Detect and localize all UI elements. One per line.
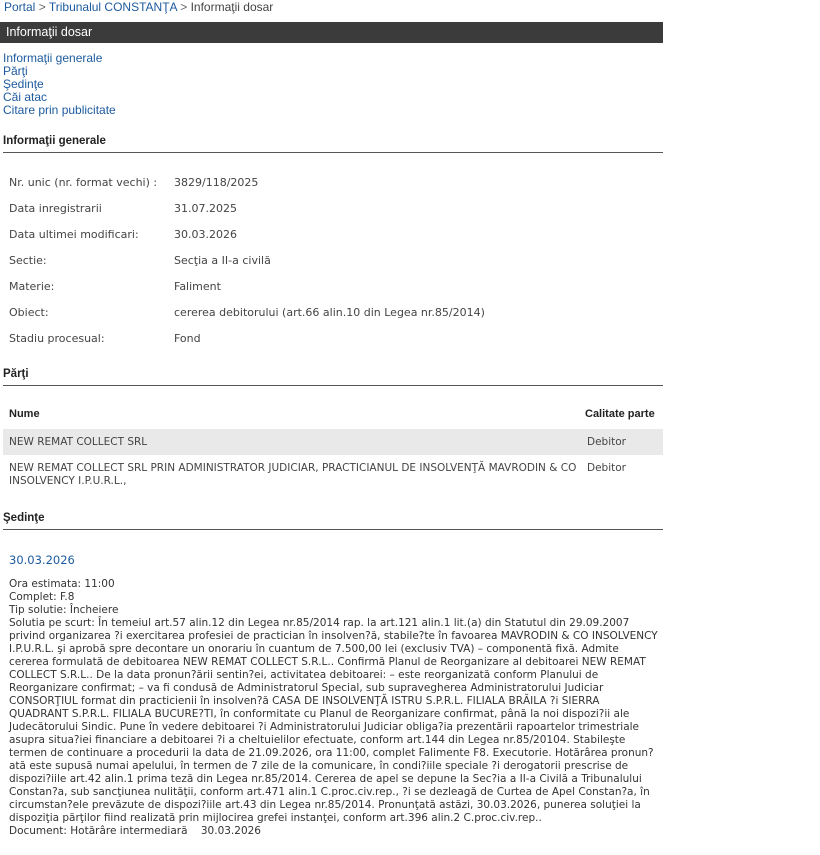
breadcrumb-portal-link[interactable]: Portal [4,0,36,14]
info-value: Fond [174,332,201,345]
section-nav [3,52,116,117]
breadcrumb-separator: > [38,0,46,14]
info-label: Sectie: [9,254,47,267]
info-label: Data inregistrarii [9,202,102,215]
info-label: Obiect: [9,306,49,319]
table-row [3,455,663,491]
info-value: 31.07.2025 [174,202,237,215]
section-heading-general: Informaţii generale [3,134,663,153]
hearing-solution-type: Tip solutie: Încheiere [9,604,119,616]
hearing-solution-summary: Solutia pe scurt: În temeiul art.57 alin.12 din Legea nr.85/2014 rap. la art.121 alin.1 lit.(a) din Statutul din 29.09.2007 privind organizarea ?i exercitarea profesiei de practician în insolven?ă, stabile?te în favoarea MAVRODIN & CO INSOLVENCY I.P.U.R.L. şi aprobă spre decontare un onorariu în cuantum de 7.500,00 lei (exclusiv TVA) – componentă fixă. Admite cererea formulată de debitoarea NEW REMAT COLLECT S.R.L.. Confirmă Planul de Reorganizare al debitoarei NEW REMAT COLLECT S.R.L.. De la data pronun?ării sentin?ei, activitatea debitoarei: – este reorganizată conform Planului de Reorganizare confirmat; – va fi condusă de Administratorul Special, sub supravegherea Administratorului Judiciar CONSORŢIUL format din practicienii în insolven?ă CASA DE INSOLVENŢĂ ISTRU S.P.R.L. FILIALA BRĂILA ?i SIERRA QUADRANT S.P.R.L. FILIALA BUCURE?TI, în conformitate cu Planul de Reorganizare confirmat, până la noi dispozi?ii ale Judecătorului Sindic. Pune în vedere debitoarei ?i Administratorului Judiciar obliga?ia prezentării rapoartelor trimestriale asupra situa?iei financiare a debitoarei ?i a cheltuielilor efectuate, conform art.144 din Legea nr.85/20104. Stabileşte termen de continuare a procedurii la data de 21.09.2026, ora 11:00, complet Falimente F8. Executorie. Hotărârea pronun?ată este supusă numai apelului, în termen de 7 zile de la comunicare, în condi?iile speciale ?i derogatorii prescrise de dispozi?iile art.42 alin.1 prima teză din Legea nr.85/2014. Cererea de apel se depune la Sec?ia a II-a Civilă a Tribunalului Constan?a, sub sancţiunea nulităţii, conform art.471 alin.1 C.proc.civ.rep., ?i se dezleagă de Curtea de Apel Constan?a, în circumstan?ele prevăzute de dispozi?iile art.43 din Legea nr.85/2014. Pronunţată astăzi, 30.03.2026, punerea soluţiei la dispoziţia părţilor fiind realizată prin mijlocirea grefei instanţei, conform art.396 alin.2 C.proc.civ.rep.. [9,617,658,824]
party-name: NEW REMAT COLLECT SRL [9,436,148,448]
party-role: Debitor [587,462,626,474]
breadcrumb [4,0,273,14]
info-value: 3829/118/2025 [174,176,259,189]
info-value: Secţia a II-a civilă [174,254,271,267]
info-row [9,176,258,189]
nav-link-informatii-generale[interactable]: Informaţii generale [3,51,103,65]
col-header-role: Calitate parte [585,408,655,420]
info-label: Nr. unic (nr. format vechi) : [9,176,158,189]
table-row [3,429,663,455]
info-row [9,202,237,215]
info-label: Stadiu procesual: [9,332,105,345]
nav-link-cai-atac[interactable]: Căi atac [3,90,48,104]
hearing-date: 30.03.2026 [9,553,75,567]
col-header-name: Nume [9,408,40,420]
hearing-document: Document: Hotărâre intermediară 30.03.2026 [9,825,261,837]
party-name: NEW REMAT COLLECT SRL PRIN ADMINISTRATOR JUDICIAR, PRACTICIANUL DE INSOLVENŢĂ MAVRODIN & CO INSOLVENCY I.P.U.R.L., [9,462,577,487]
section-heading-parti: Părţi [3,367,663,386]
section-heading-sedinte: Şedinţe [3,511,663,530]
party-role: Debitor [587,436,626,448]
page-title-bar [0,22,663,43]
page-title: Informaţii dosar [6,25,93,39]
hearing-panel: Complet: F.8 [9,591,75,603]
info-value: 30.03.2026 [174,228,237,241]
info-row [9,332,201,345]
hearing-time: Ora estimata: 11:00 [9,578,115,590]
breadcrumb-separator: > [180,0,188,14]
info-row [9,280,221,293]
info-label: Materie: [9,280,55,293]
hearing-details [9,578,659,838]
nav-link-parti[interactable]: Părţi [3,64,28,78]
breadcrumb-tribunal-link[interactable]: Tribunalul CONSTANŢA [48,0,177,14]
info-label: Data ultimei modificari: [9,228,139,241]
info-value: cererea debitorului (art.66 alin.10 din Legea nr.85/2014) [174,306,485,319]
info-row [9,228,237,241]
nav-link-sedinte[interactable]: Şedinţe [3,77,44,91]
info-value: Faliment [174,280,221,293]
info-row [9,254,271,267]
breadcrumb-current: Informaţii dosar [190,0,274,14]
info-row [9,306,485,319]
nav-link-citare-publicitate[interactable]: Citare prin publicitate [3,103,116,117]
